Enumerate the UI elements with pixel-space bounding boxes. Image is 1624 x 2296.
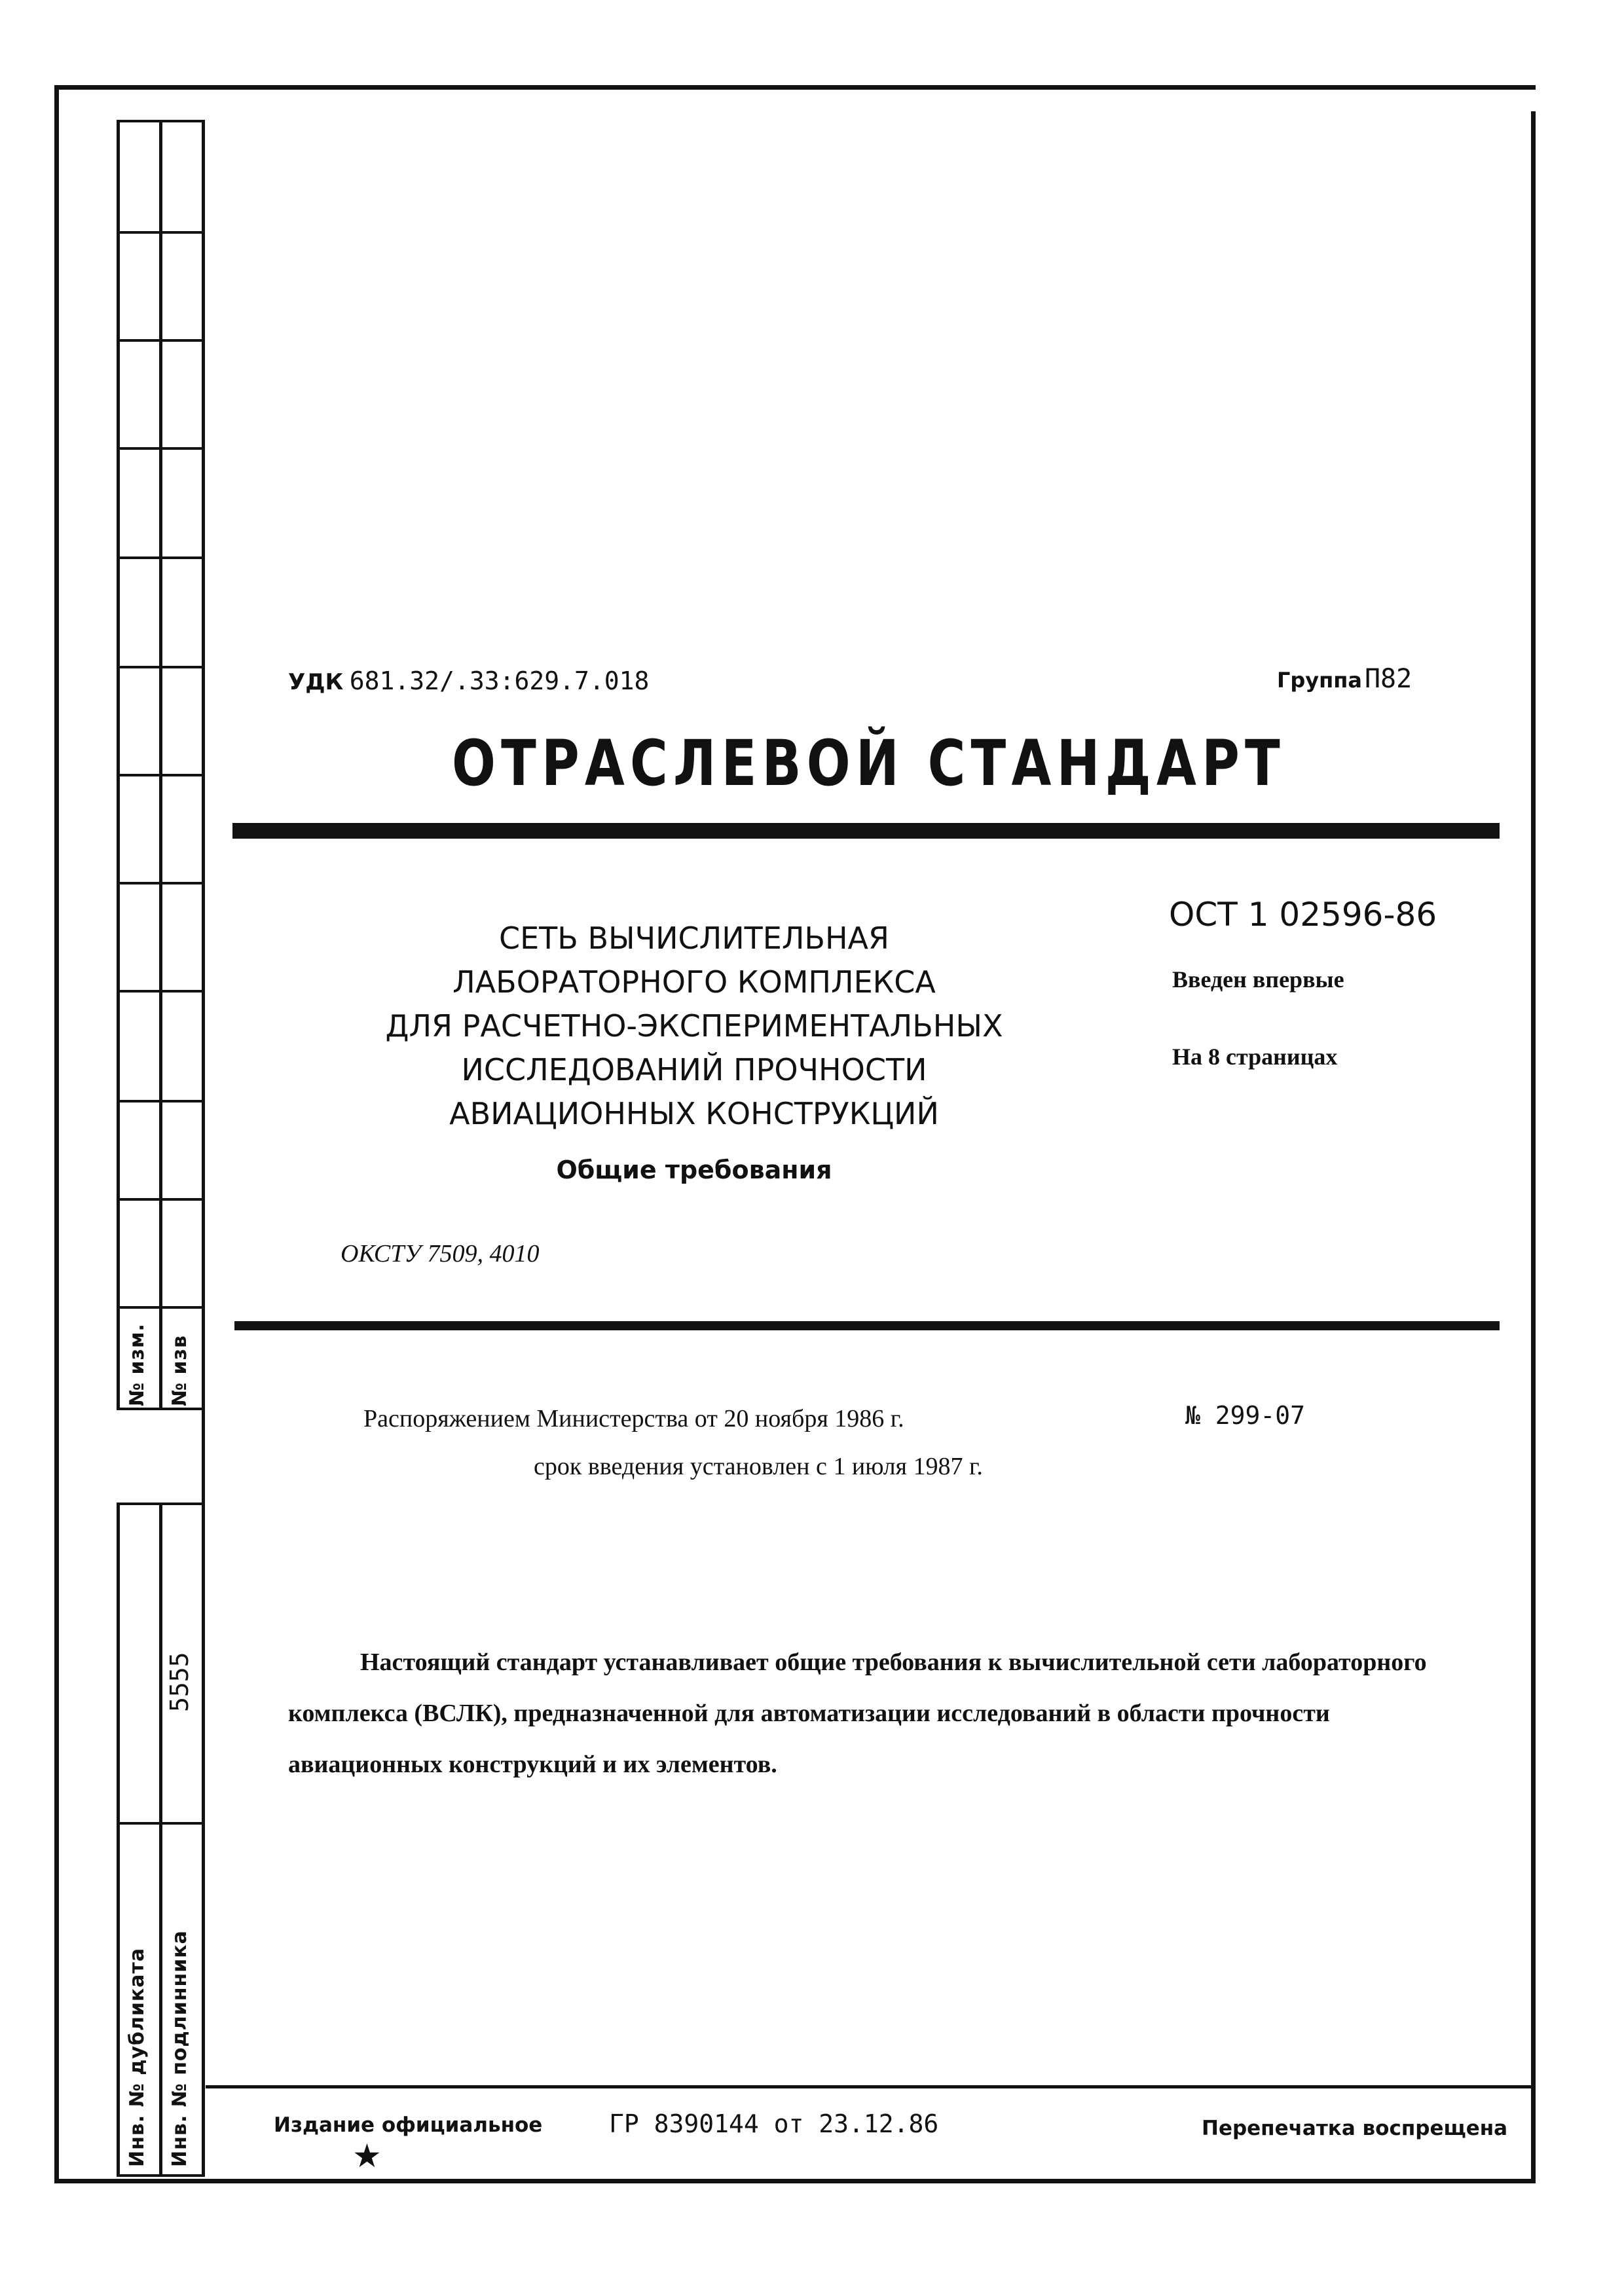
frame-top-line: [54, 85, 1536, 90]
okstu-code: ОКСТУ 7509, 4010: [341, 1240, 540, 1267]
page-count: На 8 страницах: [1172, 1044, 1338, 1070]
standard-title-line: ЛАБОРАТОРНОГО КОМПЛЕКСА: [452, 964, 936, 1000]
official-edition-label: Издание официальное: [274, 2113, 543, 2137]
order-line-2: срок введения установлен с 1 июля 1987 г.: [534, 1453, 983, 1480]
stamp-line: [117, 1306, 205, 1309]
frame-left-line: [54, 85, 59, 2183]
stamp-line: [159, 1503, 162, 2177]
group-label: Группа: [1277, 668, 1362, 693]
stamp-line: [117, 1503, 120, 2177]
footer-rule: [206, 2085, 1534, 2088]
frame-bottom-line: [54, 2179, 1536, 2183]
stamp-line: [117, 556, 205, 559]
stamp-line: [159, 120, 162, 1410]
stamp-line: [117, 2174, 205, 2177]
stamp-line: [202, 120, 205, 2176]
standard-title-line: ИССЛЕДОВАНИЙ ПРОЧНОСТИ: [461, 1052, 927, 1087]
udk-label: УДК: [288, 669, 344, 695]
order-line-1: Распоряжением Министерства от 20 ноября 1986 г.: [363, 1405, 904, 1432]
introduced-note: Введен впервые: [1172, 966, 1344, 993]
standard-title-line: ДЛЯ РАСЧЕТНО-ЭКСПЕРИМЕНТАЛЬНЫХ: [385, 1008, 1003, 1044]
title-rule: [232, 823, 1500, 839]
standard-title-line: АВИАЦИОННЫХ КОНСТРУКЦИЙ: [449, 1096, 939, 1131]
frame-right-line: [1531, 111, 1536, 2183]
group-value: П82: [1364, 664, 1412, 694]
standard-title: [354, 917, 1035, 1136]
standard-title-line: СЕТЬ ВЫЧИСЛИТЕЛЬНАЯ: [498, 920, 889, 956]
intro-paragraph: Настоящий стандарт устанавливает общие требования к вычислительной сети лабораторного комплекса (ВСЛК), предназначенной для автоматизации исследований в области прочности авиационных конструкций и их элементов.: [288, 1649, 1427, 1778]
stamp-dup-label: Инв. № дубликата: [126, 1947, 149, 2167]
document-title: ОТРАСЛЕВОЙ СТАНДАРТ: [452, 727, 1285, 800]
stamp-line: [117, 339, 205, 342]
stamp-line: [117, 1408, 205, 1410]
udk-line: [288, 666, 649, 696]
star-icon: ★: [352, 2137, 382, 2175]
stamp-line: [117, 990, 205, 993]
registration-number: ГР 8390144 от 23.12.86: [609, 2109, 939, 2138]
stamp-original-number: 5555: [165, 1652, 194, 1712]
group-line: [1277, 664, 1412, 694]
standard-subtitle: Общие требования: [556, 1156, 832, 1184]
stamp-line: [117, 1100, 205, 1102]
stamp-izm-label: № изм.: [126, 1323, 149, 1406]
order-number: № 299-07: [1185, 1401, 1306, 1430]
stamp-line: [117, 1822, 205, 1825]
stamp-line: [117, 231, 205, 234]
stamp-line: [117, 1503, 205, 1505]
stamp-line: [117, 882, 205, 884]
stamp-line: [117, 120, 205, 122]
stamp-line: [117, 666, 205, 668]
stamp-line: [117, 120, 120, 1410]
section-rule: [234, 1321, 1500, 1330]
reprint-prohibited-label: Перепечатка воспрещена: [1202, 2117, 1508, 2140]
stamp-orig-label: Инв. № подлинника: [168, 1930, 191, 2167]
udk-value: 681.32/.33:629.7.018: [349, 666, 650, 695]
standard-code: ОСТ 1 02596-86: [1169, 896, 1437, 934]
stamp-line: [117, 774, 205, 776]
stamp-line: [117, 1198, 205, 1201]
stamp-izv-label: № изв: [168, 1335, 191, 1406]
stamp-line: [117, 447, 205, 450]
